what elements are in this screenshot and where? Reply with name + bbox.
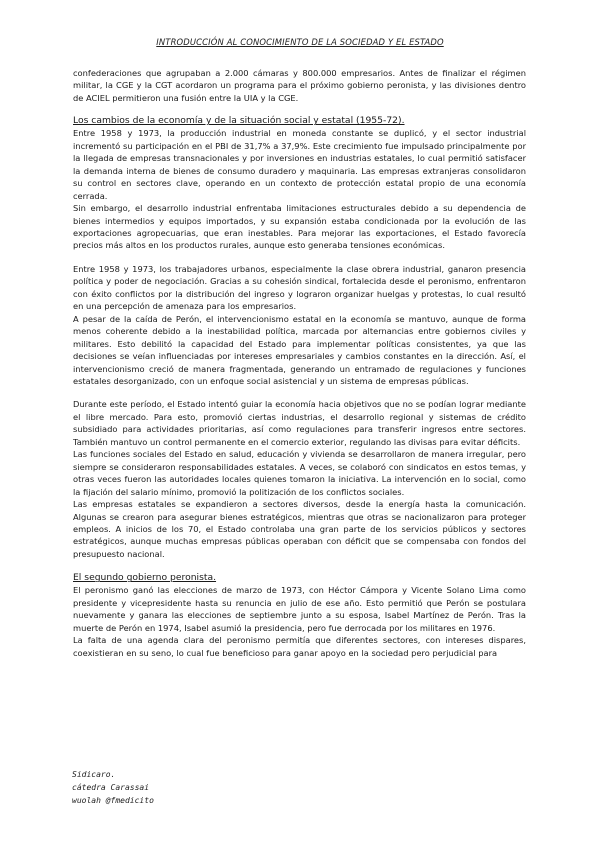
- paragraph: Entre 1958 y 1973, los trabajadores urbanos, especialmente la clase obrera industrial, ganaron presencia política y poder de negociación. Gracias a su cohesión sindical, fortalecida desde el peronismo, enfrentaron con éxito conflictos por la distribución del ingreso y lograron organizar huelgas y protestas, lo cual resultó en una percepción de amenaza para los empresarios.: [73, 263, 526, 312]
- paragraph: La falta de una agenda clara del peronismo permitía que diferentes sectores, con intereses dispares, coexistieran en su seno, lo cual fue beneficioso para ganar apoyo en la sociedad pero perjudicial para: [73, 635, 526, 658]
- footer-watermark: wuolah @fmedicito: [72, 796, 154, 805]
- section-heading-peronism: El segundo gobierno peronista.: [73, 572, 217, 584]
- footer-credits: [72, 768, 154, 807]
- paragraph: Las empresas estatales se expandieron a sectores diversos, desde la energía hasta la comunicación. Algunas se crearon para asegurar bienes estratégicos, mientras que otras se nacionalizaron para proteger empleos. A inicios de los 70, el Estado controlaba una gran parte de los servicios públicos y sectores estratégicos, aunque muchas empresas públicas operaban con déficit que se compensaba con fondos del presupuesto nacional.: [73, 499, 526, 559]
- page-header-title: INTRODUCCIÓN AL CONOCIMIENTO DE LA SOCIEDAD Y EL ESTADO: [156, 37, 444, 47]
- paragraph: Sin embargo, el desarrollo industrial enfrentaba limitaciones estructurales debido a su dependencia de bienes intermedios y equipos importados, y su expansión estaba condicionada por la evolución de las exportaciones agropecuarias, que eran inestables. Para mejorar las exportaciones, el Estado favorecía precios más altos en los productos rurales, aunque esto generaba tensiones económicas.: [73, 203, 526, 251]
- footer-chair: cátedra Carassai: [72, 783, 150, 792]
- paragraph: Las funciones sociales del Estado en salud, educación y vivienda se desarrollaron de manera irregular, pero siempre se consideraron responsabilidades estatales. A veces, se colaboró con sindicatos en estos temas, y otras veces fueron las autoridades locales quienes tomaron la iniciativa. La intervención en lo social, como la fijación del salario mínimo, promovió la politización de los conflictos sociales.: [73, 449, 526, 497]
- paragraph: El peronismo ganó las elecciones de marzo de 1973, con Héctor Cámpora y Vicente Solano Lima como presidente y vicepresidente hasta su renuncia en julio de ese año. Esto permitió que Perón se postulara nuevamente y ganara las elecciones de septiembre junto a su esposa, Isabel Martínez de Perón. Tras la muerte de Perón en 1974, Isabel asumió la presidencia, pero fue derrocada por los militares en 1976.: [73, 585, 526, 633]
- intro-paragraph: confederaciones que agrupaban a 2.000 cámaras y 800.000 empresarios. Antes de finalizar el régimen militar, la CGE y la CGT acordaron un programa para el próximo gobierno peronista, y las divisiones dentro de ACIEL permitieron una fusión entre la UIA y la CGE.: [73, 68, 526, 103]
- section-heading-economy: Los cambios de la economía y de la situación social y estatal (1955-72).: [73, 115, 405, 127]
- footer-author: Sidicaro.: [72, 770, 116, 779]
- paragraph: A pesar de la caída de Perón, el intervencionismo estatal en la economía se mantuvo, aunque de forma menos coherente debido a la inestabilidad política, marcada por alternancias entre gobiernos civiles y militares. Esto debilitó la capacidad del Estado para implementar políticas consistentes, ya que las decisiones se veían influenciadas por intereses empresariales y cambios constantes en la dirección. Así, el intervencionismo creció de manera fragmentada, generando un entramado de regulaciones y funciones estatales desorganizado, con un enfoque social asistencial y un sistema de empresas públicas.: [73, 313, 526, 386]
- document-body: [73, 67, 526, 659]
- paragraph: Durante este período, el Estado intentó guiar la economía hacia objetivos que no se podían lograr mediante el libre mercado. Para esto, promovió ciertas industrias, el desarrollo regional y sistemas de crédito subsidiado para actividades prioritarias, así como regulaciones para transferir ingresos entre sectores. También mantuvo un control permanente en el comercio exterior, regulando las divisas para evitar déficits.: [73, 399, 526, 447]
- paragraph: Entre 1958 y 1973, la producción industrial en moneda constante se duplicó, y el sector industrial incrementó su participación en el PBI de 31,7% a 37,9%. Este crecimiento fue impulsado principalmente por la llegada de empresas transnacionales y por inversiones en industrias estatales, lo cual permitió satisfacer la demanda interna de bienes de consumo duradero y maquinaria. Las empresas extranjeras consolidaron su control en sectores clave, operando en un contexto de protección estatal propio de una economía cerrada.: [73, 128, 526, 201]
